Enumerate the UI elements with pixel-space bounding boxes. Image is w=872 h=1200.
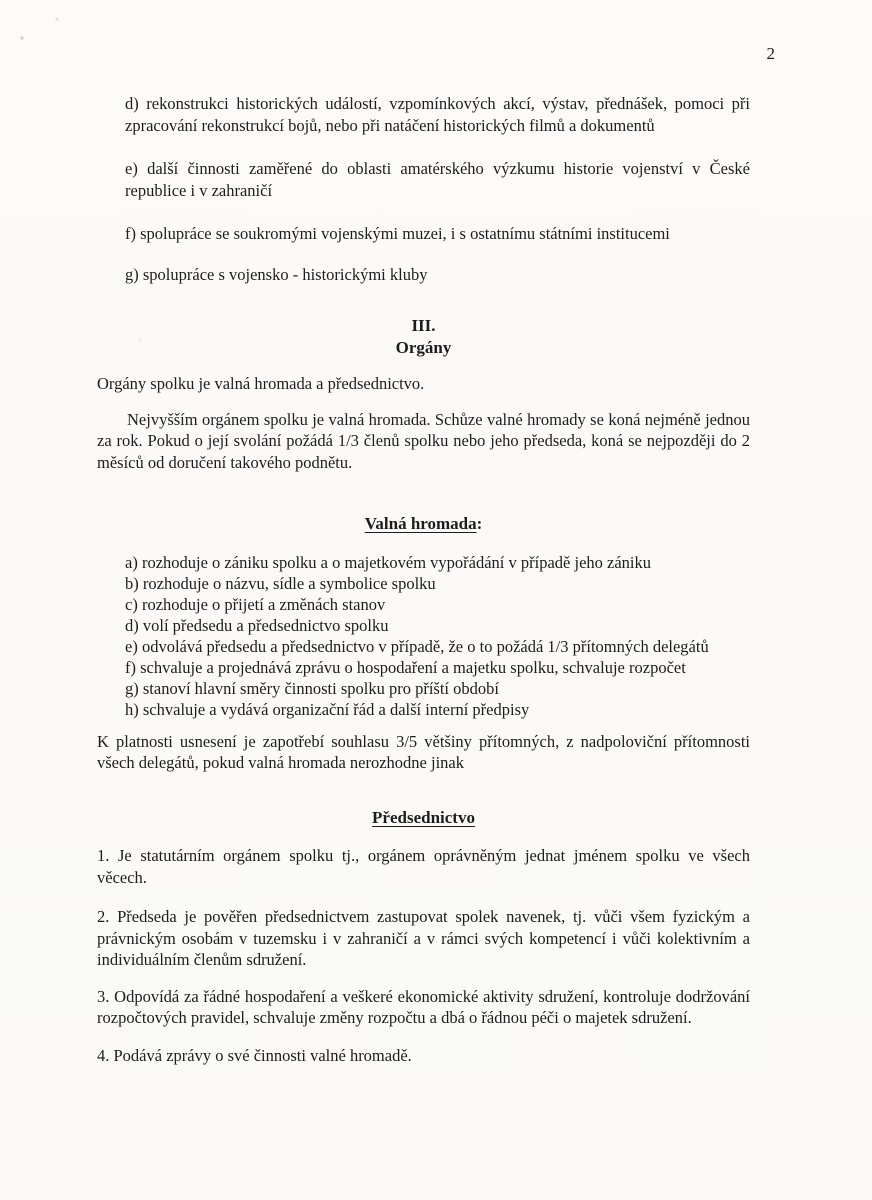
valna-hromada-powers-list <box>125 552 750 720</box>
section-title: Orgány <box>395 337 452 357</box>
valna-hromada-heading <box>97 513 750 535</box>
list-item: f) schvaluje a projednává zprávu o hospodaření a majetku spolku, schvaluje rozpočet <box>125 657 686 677</box>
list-item: g) stanoví hlavní směry činnosti spolku pro příští období <box>125 678 499 698</box>
activity-item-f: f) spolupráce se soukromými vojenskými muzei, i s ostatnímu státními institucemi <box>125 224 670 243</box>
page-number: 2 <box>766 44 775 63</box>
activity-item-g: g) spolupráce s vojensko - historickými kluby <box>125 264 428 284</box>
list-item: b) rozhoduje o názvu, sídle a symbolice spolku <box>125 573 436 593</box>
activity-item-e: e) další činnosti zaměřené do oblasti amatérského výzkumu historie vojenství v České republice i v zahraničí <box>125 159 750 200</box>
list-item: h) schvaluje a vydává organizační řád a další interní předpisy <box>125 699 530 719</box>
activity-item-d: d) rekonstrukci historických událostí, vzpomínkových akcí, výstav, přednášek, pomoci při zpracování rekonstrukcí bojů, nebo při natáčení historických filmů a dokumentů <box>125 94 750 135</box>
list-item: a) rozhoduje o zániku spolku a o majetkovém vypořádání v případě jeho zániku <box>125 552 652 572</box>
predsednictvo-paragraph-4: 4. Podává zprávy o své činnosti valné hromadě. <box>97 1045 412 1065</box>
predsednictvo-heading <box>97 807 750 829</box>
organs-body-paragraph <box>97 409 750 474</box>
section-heading-organs <box>97 315 750 358</box>
predsednictvo-paragraph-1: 1. Je statutárním orgánem spolku tj., orgánem oprávněným jednat jménem spolku ve všech věcech. <box>97 846 750 887</box>
valna-hromada-heading-text: Valná hromada <box>364 514 477 533</box>
section-numeral: III. <box>411 316 436 335</box>
validity-note-paragraph: K platnosti usnesení je zapotřebí souhlasu 3/5 většiny přítomných, z nadpoloviční přítomnosti všech delegátů, pokud valná hromada nerozhodne jinak <box>97 731 750 772</box>
list-item: c) rozhoduje o přijetí a změnách stanov <box>125 594 386 614</box>
organs-intro-paragraph: Orgány spolku je valná hromada a předsednictvo. <box>97 374 425 393</box>
predsednictvo-paragraph-3: 3. Odpovídá za řádné hospodaření a veškeré ekonomické aktivity sdružení, kontroluje dodržování rozpočtových pravidel, schvaluje změny rozpočtu a dbá o řádnou péči o majetek sdružení. <box>97 986 750 1027</box>
predsednictvo-heading-text: Předsednictvo <box>372 807 475 827</box>
valna-hromada-heading-colon: : <box>476 514 483 533</box>
predsednictvo-paragraph-2: 2. Předseda je pověřen předsednictvem zastupovat spolek navenek, tj. vůči všem fyzickým a právnickým osobám v tuzemsku i v zahraničí a v rámci svých kompetencí i vůči kolektivním a individuálním členům sdružení. <box>97 907 750 969</box>
organs-body-text: Nejvyšším orgánem spolku je valná hromada. Schůze valné hromady se koná nejméně jednou za rok. Pokud o její svolání požádá 1/3 členů spolku nebo jeho předseda, koná se nejpozději do 2 měsíců od doručení takového podnětu. <box>97 409 750 472</box>
list-item: d) volí předsedu a předsednictvo spolku <box>125 615 389 635</box>
list-item: e) odvolává předsedu a předsednictvo v případě, že o to požádá 1/3 přítomných delegátů <box>125 636 709 656</box>
